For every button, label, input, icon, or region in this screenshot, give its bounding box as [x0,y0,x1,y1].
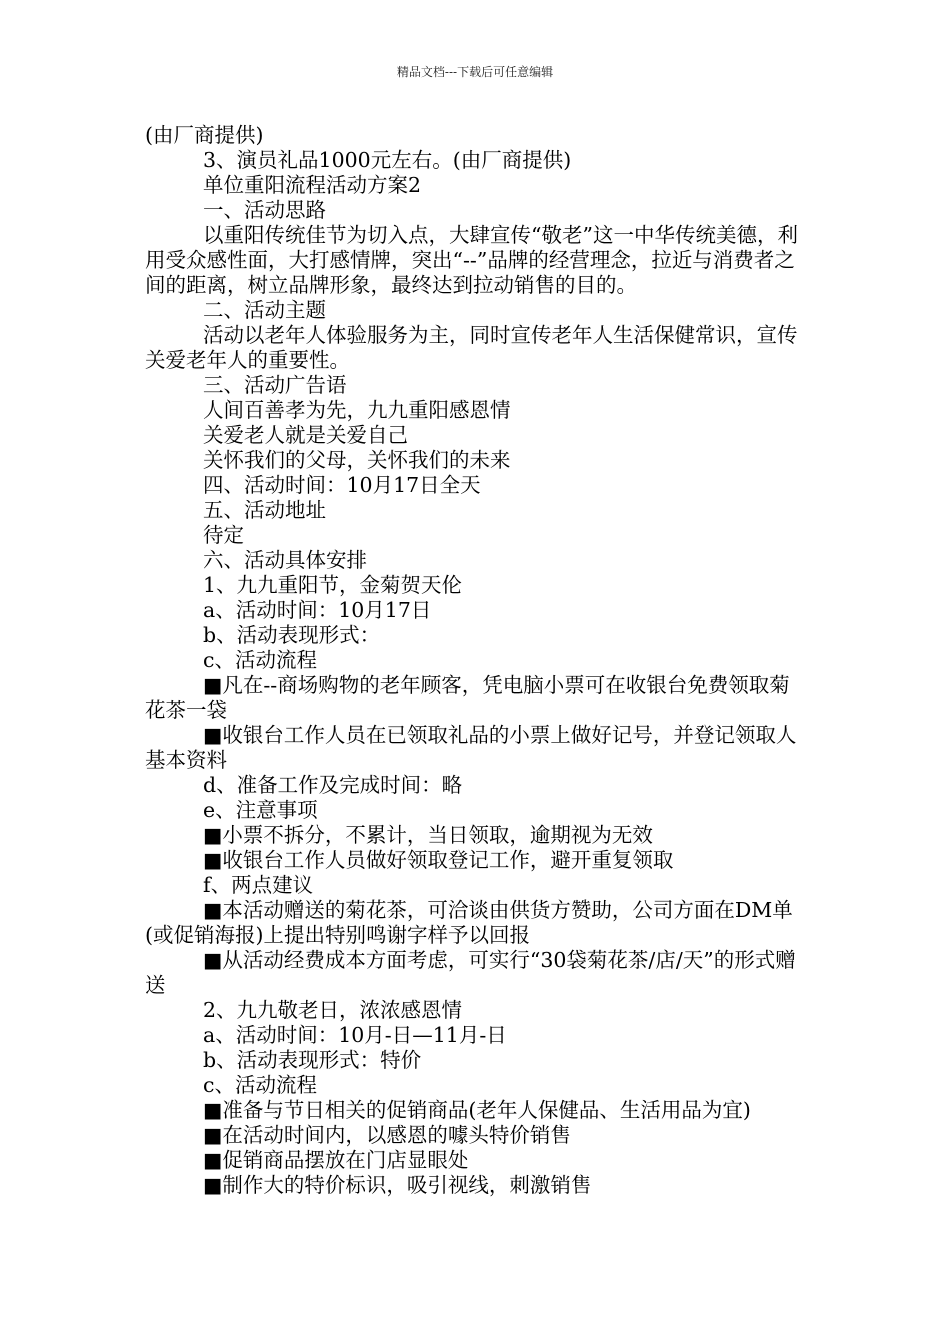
paragraph: 三、活动广告语 [203,373,347,397]
paragraph: 3、演员礼品1000元左右。(由厂商提供) [203,148,572,172]
paragraph: 人间百善孝为先，九九重阳感恩情 [203,398,511,422]
paragraph: 五、活动地址 [203,498,326,522]
paragraph: ■收银台工作人员做好领取登记工作，避开重复领取 [203,848,674,872]
paragraph: ■从活动经费成本方面考虑，可实行“30袋菊花茶/店/天”的形式赠送 [145,948,796,997]
paragraph: 以重阳传统佳节为切入点，大肆宣传“敬老”这一中华传统美德，利用受众感性面，大打感情牌，突出“--”品牌的经营理念，拉近与消费者之间的距离，树立品牌形象，最终达到拉动销售的目的。 [145,223,798,297]
paragraph: 2、九九敬老日，浓浓感恩情 [203,998,463,1022]
paragraph: a、活动时间：10月17日 [203,598,432,622]
paragraph: c、活动流程 [203,648,317,672]
paragraph: ■准备与节日相关的促销商品(老年人保健品、生活用品为宜) [203,1098,751,1122]
page-header: 精品文档---下载后可任意编辑 [396,65,554,79]
paragraph: f、两点建议 [203,873,314,897]
paragraph: b、活动表现形式：特价 [203,1048,422,1072]
paragraph: 单位重阳流程活动方案2 [203,173,422,197]
paragraph: ■收银台工作人员在已领取礼品的小票上做好记号，并登记领取人基本资料 [145,723,797,772]
paragraph: c、活动流程 [203,1073,317,1097]
document-body [145,123,810,1198]
paragraph: ■本活动赠送的菊花茶，可洽谈由供货方赞助，公司方面在DM单(或促销海报)上提出特别鸣谢字样予以回报 [145,898,793,947]
paragraph: 关爱老人就是关爱自己 [203,423,408,447]
paragraph: 二、活动主题 [203,298,326,322]
paragraph: ■制作大的特价标识，吸引视线，刺激销售 [203,1173,592,1197]
paragraph: ■小票不拆分，不累计，当日领取，逾期视为无效 [203,823,653,847]
paragraph: e、注意事项 [203,798,318,822]
paragraph: 六、活动具体安排 [203,548,367,572]
paragraph: b、活动表现形式： [203,623,381,647]
paragraph: a、活动时间：10月-日—11月-日 [203,1023,507,1047]
paragraph: (由厂商提供) [145,123,264,147]
paragraph: 四、活动时间：10月17日全天 [203,473,481,497]
paragraph: 一、活动思路 [203,198,326,222]
paragraph: 1、九九重阳节，金菊贺天伦 [203,573,463,597]
paragraph: ■凡在--商场购物的老年顾客，凭电脑小票可在收银台免费领取菊花茶一袋 [145,673,790,722]
paragraph: ■促销商品摆放在门店显眼处 [203,1148,469,1172]
paragraph: ■在活动时间内，以感恩的噱头特价销售 [203,1123,571,1147]
paragraph: 待定 [203,523,244,547]
paragraph: d、准备工作及完成时间：略 [203,773,463,797]
paragraph: 活动以老年人体验服务为主，同时宣传老年人生活保健常识，宣传关爱老年人的重要性。 [145,323,798,372]
paragraph: 关怀我们的父母，关怀我们的未来 [203,448,511,472]
